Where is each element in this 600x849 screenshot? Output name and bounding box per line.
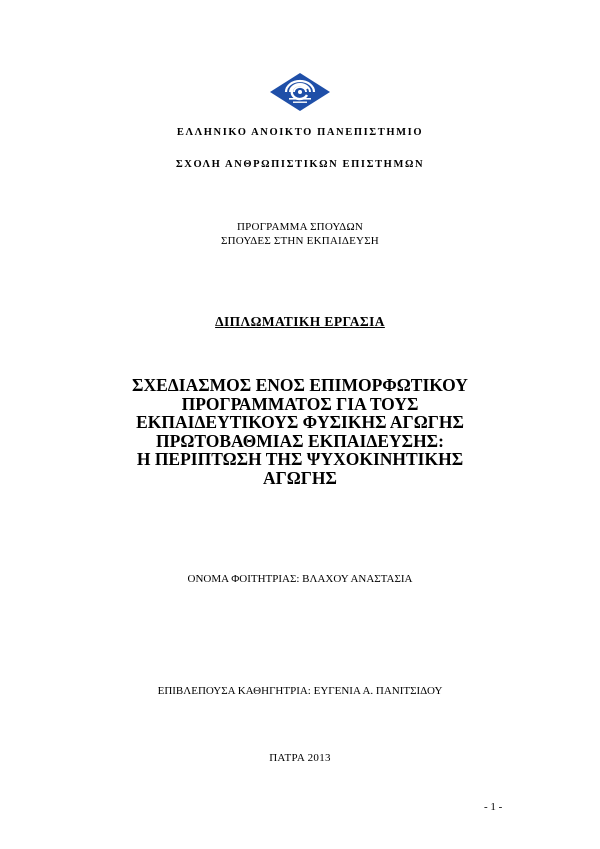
program-name: ΣΠΟΥΔΕΣ ΣΤΗΝ ΕΚΠΑΙΔΕΥΣΗ xyxy=(221,235,379,247)
university-name: ΕΛΛΗΝΙΚΟ ΑΝΟΙΚΤΟ ΠΑΝΕΠΙΣΤΗΜΙΟ xyxy=(176,127,424,138)
thesis-title-line: ΕΚΠΑΙΔΕΥΤΙΚΟΥΣ ΦΥΣΙΚΗΣ ΑΓΩΓΗΣ xyxy=(136,412,464,432)
student-name: ΟΝΟΜΑ ΦΟΙΤΗΤΡΙΑΣ: ΒΛΑΧΟΥ ΑΝΑΣΤΑΣΙΑ xyxy=(187,573,413,585)
thesis-title xyxy=(0,376,600,487)
thesis-type-heading: ΔΙΠΛΩΜΑΤΙΚΗ ΕΡΓΑΣΙΑ xyxy=(215,314,385,329)
school-name: ΣΧΟΛΗ ΑΝΘΡΩΠΙΣΤΙΚΩΝ ΕΠΙΣΤΗΜΩΝ xyxy=(175,159,425,170)
thesis-title-line: ΠΡΩΤΟΒΑΘΜΙΑΣ ΕΚΠΑΙΔΕΥΣΗΣ: xyxy=(156,430,444,451)
thesis-title-line: ΠΡΟΓΡΑΜΜΑΤΟΣ ΓΙΑ ΤΟΥΣ xyxy=(181,393,419,414)
thesis-title-line: Η ΠΕΡΙΠΤΩΣΗ ΤΗΣ ΨΥΧΟΚΙΝΗΤΙΚΗΣ xyxy=(136,449,464,469)
university-emblem-icon xyxy=(269,72,331,112)
supervisor-name: ΕΠΙΒΛΕΠΟΥΣΑ ΚΑΘΗΓΗΤΡΙΑ: ΕΥΓΕΝΙΑ Α. ΠΑΝΙΤΣΙΔΟΥ xyxy=(157,685,443,697)
thesis-title-line: ΑΓΩΓΗΣ xyxy=(263,467,337,488)
page-number: - 1 - xyxy=(484,801,503,813)
place-date: ΠΑΤΡΑ 2013 xyxy=(269,752,331,764)
thesis-title-line: ΣΧΕΔΙΑΣΜΟΣ ΕΝΟΣ ΕΠΙΜΟΡΦΩΤΙΚΟΥ xyxy=(132,375,468,395)
program-title: ΠΡΟΓΡΑΜΜΑ ΣΠΟΥΔΩΝ xyxy=(237,221,363,233)
